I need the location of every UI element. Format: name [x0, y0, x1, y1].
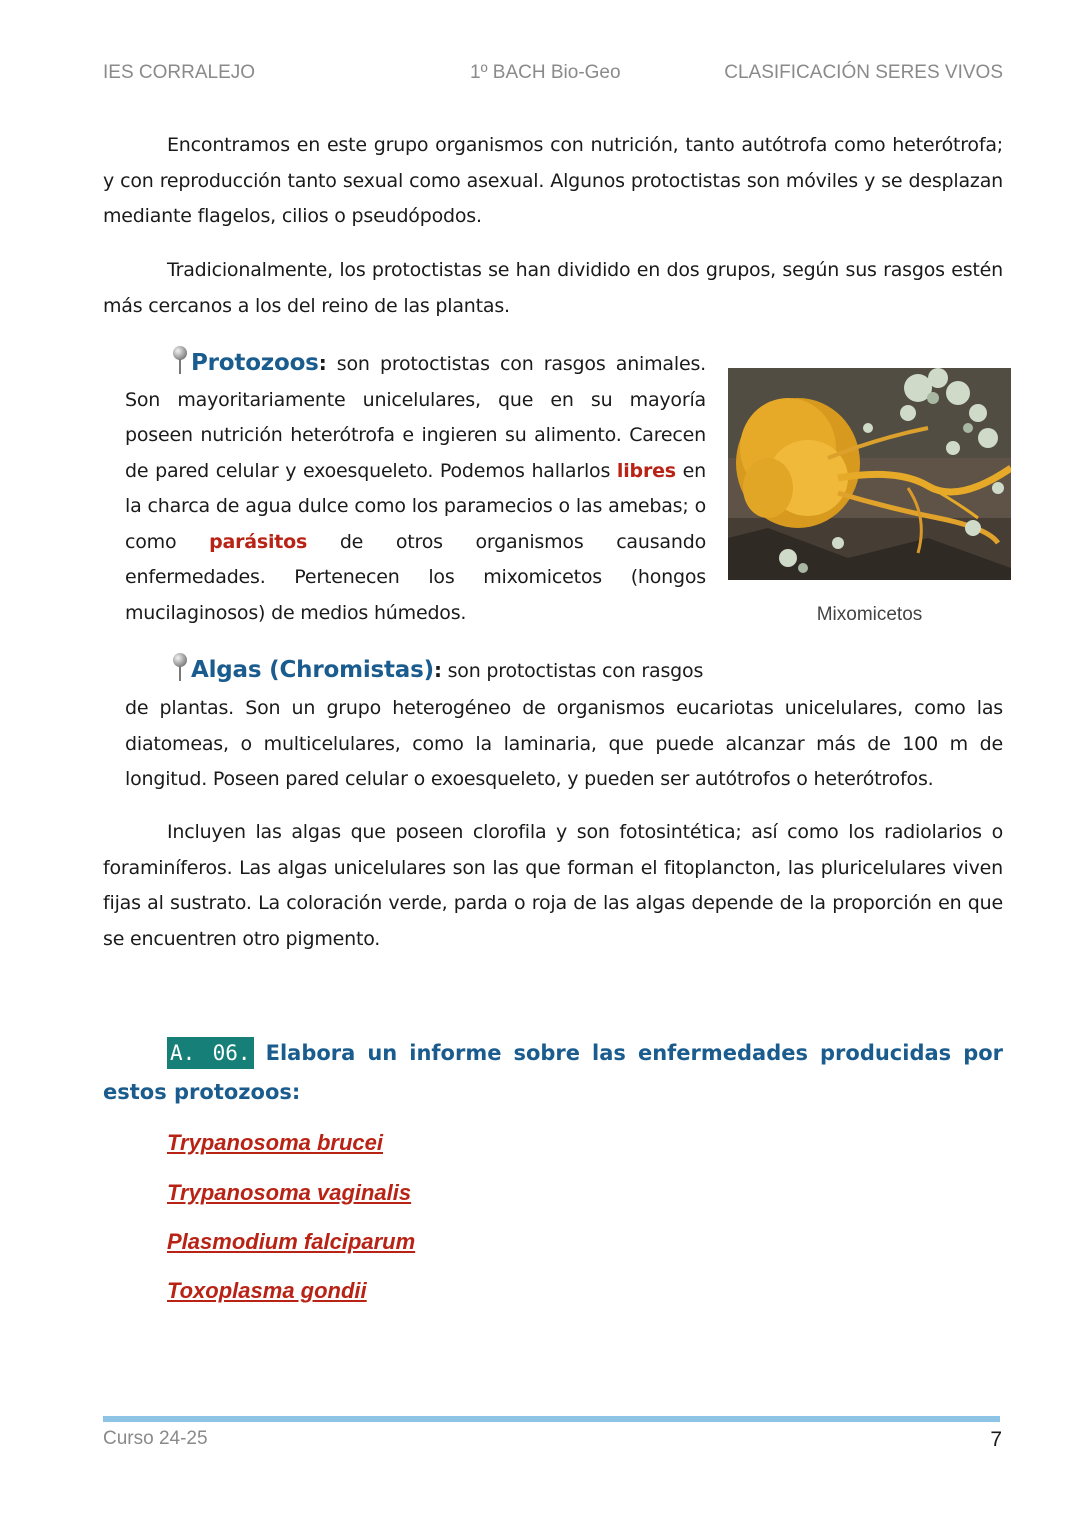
protozoos-text-c: de otros organismos causando enfermedades. Pertenecen los mixomicetos (hongos mucilaginosos) de medios húmedos.	[125, 530, 706, 624]
pushpin-icon	[170, 346, 190, 376]
protozoos-colon: :	[318, 351, 327, 375]
species-item: Plasmodium falciparum	[167, 1229, 416, 1254]
header-topic: CLASIFICACIÓN SERES VIVOS	[724, 62, 1003, 83]
protozoos-text-b: en la charca de agua dulce como los paramecios o las amebas; o como	[125, 459, 706, 553]
algas-text-first: son protoctistas con rasgos	[441, 660, 704, 682]
page-number: 7	[990, 1428, 1002, 1451]
footer-course-year: Curso 24-25	[103, 1428, 208, 1449]
algas-description: de plantas. Son un grupo heterogéneo de organismos eucariotas unicelulares, como las diatomeas, o multicelulares, como la laminaria, que puede alcanzar más de 100 m de longitud. Poseen pared celular o exoesqueleto, y pueden ser autótrofos o heterótrofos.	[125, 697, 1003, 790]
header-course: 1º BACH Bio-Geo	[470, 62, 621, 83]
protozoos-text-a: son protoctistas con rasgos animales. Son mayoritariamente unicelulares, que en su mayoría poseen nutrición heterótrofa e ingieren su alimento. Carecen de pared celular y exoesqueleto. Podemos hallarlos	[125, 353, 706, 482]
protozoos-section	[125, 346, 706, 631]
activity-badge: A. 06.	[167, 1037, 254, 1069]
algas-term: Algas (Chromistas)	[191, 657, 434, 683]
species-item: Trypanosoma brucei	[167, 1130, 383, 1155]
activity-text: Elabora un informe sobre las enfermedades producidas por estos protozoos:	[103, 1041, 1004, 1104]
pushpin-icon	[170, 653, 190, 683]
footer-rule	[103, 1416, 1000, 1422]
mixomicetos-photo	[728, 368, 1011, 580]
highlight-parasitos: parásitos	[209, 530, 308, 553]
header-school: IES CORRALEJO	[103, 62, 256, 83]
highlight-libres: libres	[616, 459, 676, 482]
algas-colon: :	[433, 658, 442, 682]
species-item: Toxoplasma gondii	[167, 1278, 367, 1303]
protozoos-term: Protozoos	[191, 350, 319, 376]
groups-paragraph: Tradicionalmente, los protoctistas se han dividido en dos grupos, según sus rasgos estén más cercanos a los del reino de las plantas.	[103, 259, 1003, 317]
algae-details-paragraph: Incluyen las algas que poseen clorofila y son fotosintética; así como los radiolarios o foraminíferos. Las algas unicelulares son las que forman el fitoplancton, las pluricelulares viven fijas al sustrato. La coloración verde, parda o roja de las algas depende de la proporción en que se encuentren otro pigmento.	[103, 821, 1003, 950]
species-item: Trypanosoma vaginalis	[167, 1180, 412, 1205]
activity-prompt	[103, 1034, 1003, 1112]
algas-heading-line	[170, 653, 715, 690]
figure-caption: Mixomicetos	[816, 604, 923, 625]
intro-paragraph: Encontramos en este grupo organismos con nutrición, tanto autótrofa como heterótrofa; y con reproducción tanto sexual como asexual. Algunos protoctistas son móviles y se desplazan mediante flagelos, cilios o pseudópodos.	[103, 134, 1003, 227]
